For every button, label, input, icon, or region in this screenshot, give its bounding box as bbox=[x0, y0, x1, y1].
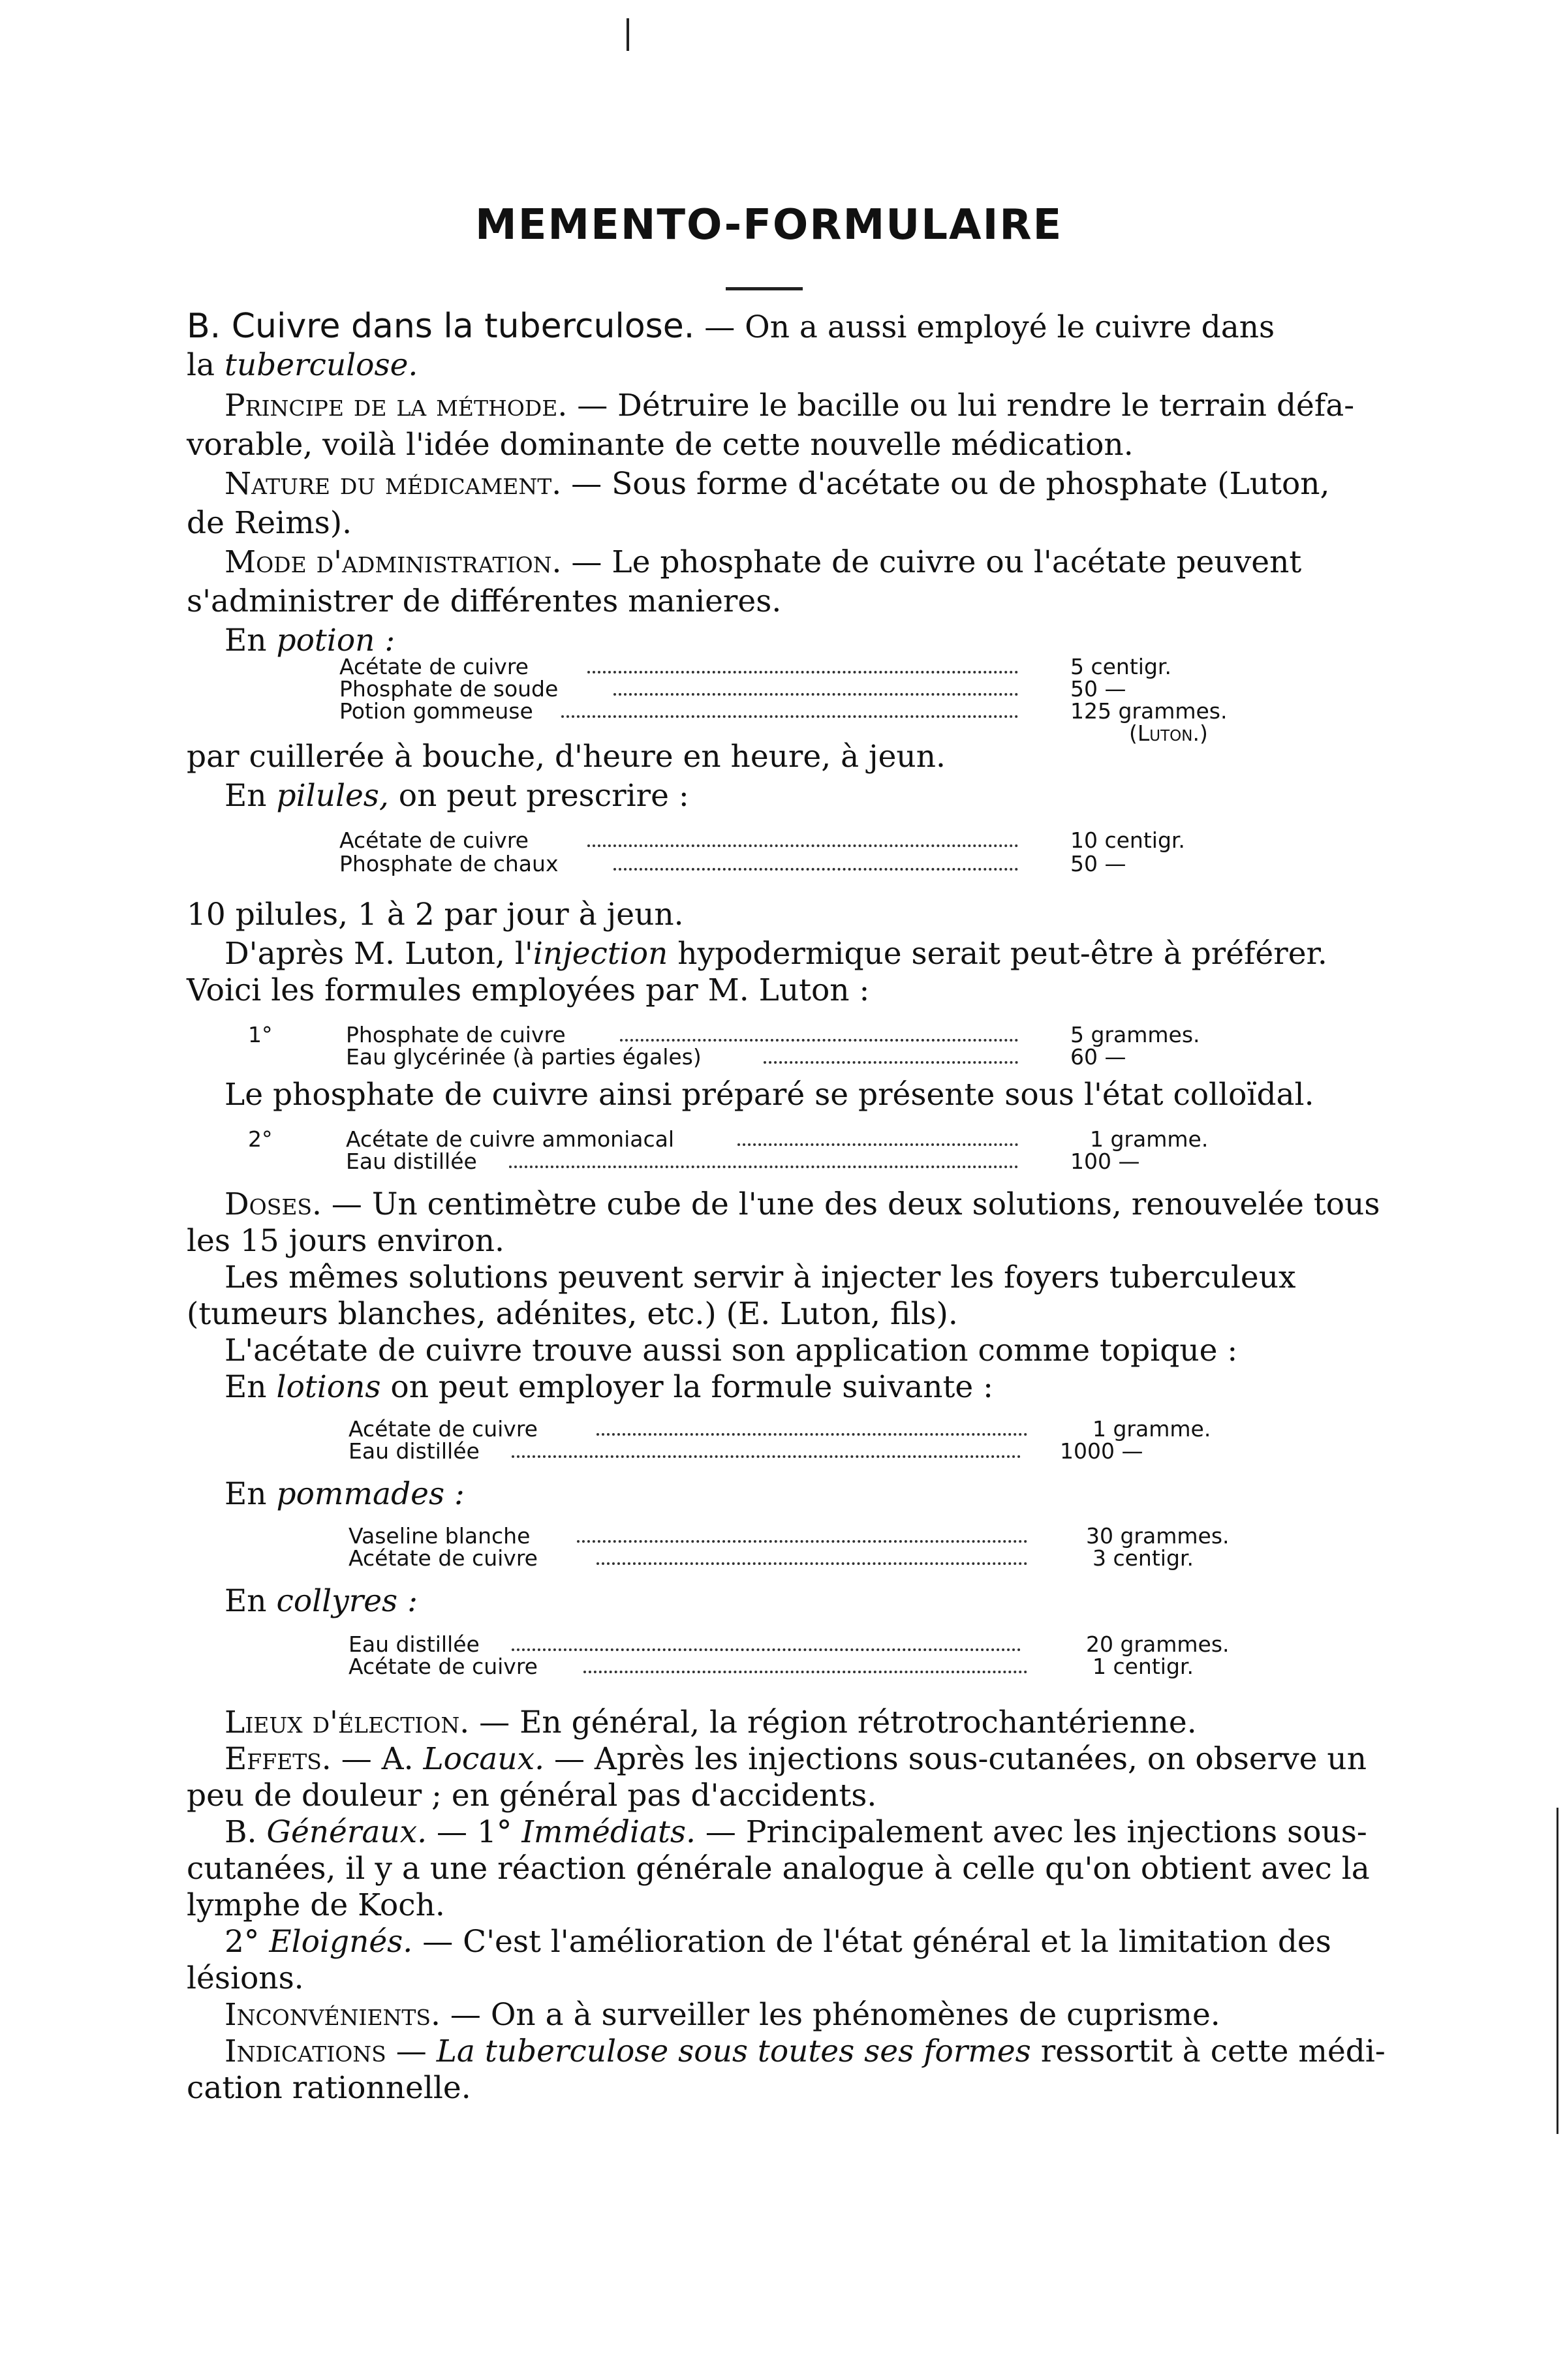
recipe-name: Acétate de cuivre bbox=[339, 827, 529, 853]
section-b-line-1 bbox=[187, 307, 1275, 347]
section-b-line2-em: tuberculose. bbox=[225, 347, 418, 383]
generaux-line-1 bbox=[225, 1813, 1367, 1852]
leader-dots bbox=[512, 1648, 1021, 1651]
indications-post: ressortit à cette médi- bbox=[1030, 2033, 1386, 2069]
pilules-item-1 bbox=[339, 827, 1214, 854]
mode-label: Mode d'administration. bbox=[225, 544, 562, 580]
nature-text-1: — Sous forme d'acétate ou de phosphate (Luton, bbox=[561, 466, 1330, 502]
nature-line-2: de Reims). bbox=[187, 505, 352, 541]
recipe-name: Acétate de cuivre bbox=[349, 1545, 538, 1571]
recipe-name: Eau distillée bbox=[346, 1149, 477, 1174]
luton-line1-post: hypodermique serait peut-être à préférer. bbox=[668, 936, 1327, 972]
recipe-name: Vaseline blanche bbox=[349, 1523, 531, 1549]
pommades-intro-em: pommades : bbox=[276, 1476, 465, 1512]
recipe-name: Acétate de cuivre ammoniacal bbox=[346, 1126, 675, 1152]
leader-dots bbox=[737, 1143, 1018, 1146]
effets-label: Effets. bbox=[225, 1741, 332, 1777]
effets-text1-pre: — A. bbox=[331, 1741, 424, 1777]
formula-2-item-2 bbox=[346, 1149, 1220, 1175]
pilules-intro-em: pilules, bbox=[276, 778, 389, 814]
eloignes-em: Eloignés. bbox=[269, 1924, 413, 1960]
doses-line-2: les 15 jours environ. bbox=[187, 1223, 504, 1259]
inconvenients-label: Inconvénients. bbox=[225, 1997, 441, 2033]
topique-line: L'acétate de cuivre trouve aussi son application comme topique : bbox=[225, 1333, 1238, 1368]
eloignes-post: — C'est l'amélioration de l'état général et la limitation des bbox=[412, 1924, 1331, 1960]
recipe-qty: 125 grammes. bbox=[1070, 698, 1228, 724]
generaux-pre: B. bbox=[225, 1814, 267, 1850]
recipe-qty: 1000 — bbox=[1060, 1438, 1143, 1464]
generaux-em2: Immédiats. bbox=[521, 1814, 696, 1850]
recipe-name: Phosphate de cuivre bbox=[346, 1022, 566, 1047]
pilules-intro-pre: En bbox=[225, 778, 277, 814]
luton-line-2: Voici les formules employées par M. Luton : bbox=[187, 972, 870, 1008]
recipe-name: Phosphate de chaux bbox=[339, 851, 559, 876]
generaux-em1: Généraux. bbox=[266, 1814, 427, 1850]
pilules-intro-post: on peut prescrire : bbox=[388, 778, 689, 814]
eloignes-line-1 bbox=[225, 1923, 1331, 1962]
generaux-line-2: cutanées, il y a une réaction générale analogue à celle qu'on obtient avec la bbox=[187, 1851, 1370, 1887]
eloignes-pre: 2° bbox=[225, 1924, 270, 1960]
mode-line-1 bbox=[225, 543, 1301, 582]
memes-line-2: (tumeurs blanches, adénites, etc.) (E. Luton, fils). bbox=[187, 1296, 958, 1332]
mode-text-1: — Le phosphate de cuivre ou l'acétate peuvent bbox=[561, 544, 1302, 580]
collyres-intro-em: collyres : bbox=[276, 1583, 418, 1619]
indications-line-1 bbox=[225, 2032, 1386, 2071]
indications-line-2: cation rationnelle. bbox=[187, 2070, 471, 2106]
lotions-item-2 bbox=[349, 1438, 1223, 1464]
recipe-qty: 1 gramme. bbox=[1092, 1416, 1211, 1442]
recipe-name: Acétate de cuivre bbox=[349, 1654, 538, 1679]
luton-line1-pre: D'après M. Luton, l' bbox=[225, 936, 533, 972]
leader-dots bbox=[613, 868, 1018, 871]
eloignes-line-2: lésions. bbox=[187, 1960, 304, 1996]
recipe-qty: 60 — bbox=[1070, 1044, 1126, 1070]
recipe-name: Eau distillée bbox=[349, 1438, 480, 1464]
section-b-line-2 bbox=[187, 346, 418, 385]
effets-text1-em: Locaux. bbox=[423, 1741, 545, 1777]
generaux-line-3: lymphe de Koch. bbox=[187, 1887, 445, 1923]
lieux-label: Lieux d'élection. bbox=[225, 1705, 470, 1740]
doses-label: Doses. bbox=[225, 1186, 322, 1222]
recipe-qty: 100 — bbox=[1070, 1149, 1140, 1174]
title-rule bbox=[726, 287, 803, 290]
doses-text-1: — Un centimètre cube de l'une des deux solutions, renouvelée tous bbox=[321, 1186, 1380, 1222]
lotions-intro-em: lotions bbox=[276, 1369, 381, 1405]
leader-dots bbox=[764, 1061, 1018, 1064]
recipe-qty: 30 grammes. bbox=[1086, 1523, 1230, 1549]
pommades-intro bbox=[225, 1475, 465, 1514]
recipe-qty: 50 — bbox=[1070, 676, 1126, 702]
leader-dots bbox=[597, 1433, 1027, 1436]
recipe-name: Eau glycérinée (à parties égales) bbox=[346, 1044, 702, 1070]
leader-dots bbox=[577, 1540, 1027, 1543]
section-b-text: — On a aussi employé le cuivre dans bbox=[694, 309, 1275, 345]
pilules-intro bbox=[225, 777, 689, 816]
formula-1-item-2 bbox=[346, 1044, 1220, 1070]
recipe-name: Phosphate de soude bbox=[339, 676, 559, 702]
recipe-qty: 3 centigr. bbox=[1092, 1545, 1194, 1571]
pilules-after: 10 pilules, 1 à 2 par jour à jeun. bbox=[187, 897, 684, 933]
effets-line-1 bbox=[225, 1740, 1367, 1779]
leader-dots bbox=[512, 1455, 1021, 1458]
lotions-intro bbox=[225, 1368, 993, 1407]
leader-dots bbox=[597, 1562, 1027, 1565]
principe-label: Principe de la méthode. bbox=[225, 388, 568, 424]
nature-label: Nature du médicament. bbox=[225, 466, 562, 502]
generaux-mid: — 1° bbox=[427, 1814, 522, 1850]
leader-dots bbox=[587, 844, 1018, 847]
recipe-name: Acétate de cuivre bbox=[349, 1416, 538, 1442]
principe-line-2: vorable, voilà l'idée dominante de cette nouvelle médication. bbox=[187, 427, 1134, 463]
potion-intro-em: potion : bbox=[276, 623, 395, 658]
leader-dots bbox=[613, 693, 1018, 696]
recipe-qty: 1 gramme. bbox=[1090, 1126, 1209, 1152]
potion-intro-pre: En bbox=[225, 623, 277, 658]
recipe-name: Potion gommeuse bbox=[339, 698, 533, 724]
colloid-text: Le phosphate de cuivre ainsi préparé se présente sous l'état colloïdal. bbox=[225, 1077, 1314, 1113]
leader-dots bbox=[583, 1671, 1027, 1673]
formula-2-number: 2° bbox=[248, 1126, 273, 1152]
formula-1-number: 1° bbox=[248, 1022, 273, 1047]
leader-dots bbox=[561, 715, 1018, 718]
recipe-qty: 50 — bbox=[1070, 851, 1126, 876]
section-b-line2-pre: la bbox=[187, 347, 225, 383]
indications-dash: — bbox=[386, 2033, 437, 2069]
potion-after: par cuillerée à bouche, d'heure en heure, à jeun. bbox=[187, 739, 946, 775]
indications-label: Indications bbox=[225, 2033, 386, 2069]
principe-line-1 bbox=[225, 386, 1354, 425]
recipe-name: Acétate de cuivre bbox=[339, 654, 529, 679]
recipe-qty: 5 grammes. bbox=[1070, 1022, 1200, 1047]
generaux-post: — Principalement avec les injections sous- bbox=[695, 1814, 1367, 1850]
collyres-intro bbox=[225, 1582, 418, 1621]
lotions-intro-pre: En bbox=[225, 1369, 277, 1405]
effets-text1-post: — Après les injections sous-cutanées, on observe un bbox=[544, 1741, 1367, 1777]
mode-line-2: s'administrer de différentes manieres. bbox=[187, 583, 782, 619]
nature-line-1 bbox=[225, 465, 1329, 504]
inconvenients-line bbox=[225, 1996, 1220, 2035]
potion-author: (Luton.) bbox=[1129, 720, 1208, 746]
recipe-qty: 10 centigr. bbox=[1070, 827, 1185, 853]
lieux-line bbox=[225, 1703, 1197, 1742]
effets-line-2: peu de douleur ; en général pas d'accidents. bbox=[187, 1778, 877, 1814]
collyres-intro-pre: En bbox=[225, 1583, 277, 1619]
leader-dots bbox=[509, 1166, 1018, 1168]
recipe-qty: 1 centigr. bbox=[1092, 1654, 1194, 1679]
pilules-item-2 bbox=[339, 851, 1214, 877]
section-b-heading: B. Cuivre dans la tuberculose. bbox=[187, 307, 695, 346]
pommades-intro-pre: En bbox=[225, 1476, 277, 1512]
top-scan-mark bbox=[627, 18, 629, 51]
page-title: MEMENTO-FORMULAIRE bbox=[475, 201, 1063, 249]
pommades-item-2 bbox=[349, 1545, 1223, 1571]
leader-dots bbox=[620, 1039, 1018, 1042]
memes-line-1: Les mêmes solutions peuvent servir à injecter les foyers tuberculeux bbox=[225, 1260, 1296, 1295]
luton-line-1 bbox=[225, 935, 1327, 974]
inconvenients-text: — On a à surveiller les phénomènes de cuprisme. bbox=[440, 1997, 1220, 2033]
doses-line-1 bbox=[225, 1185, 1380, 1224]
potion-item-3 bbox=[339, 698, 1228, 724]
recipe-qty: 5 centigr. bbox=[1070, 654, 1171, 679]
recipe-qty: 20 grammes. bbox=[1086, 1631, 1230, 1657]
recipe-name: Eau distillée bbox=[349, 1631, 480, 1657]
right-margin-line-2 bbox=[1557, 1928, 1558, 2124]
leader-dots bbox=[587, 671, 1018, 673]
lotions-intro-post: on peut employer la formule suivante : bbox=[380, 1369, 993, 1405]
collyres-item-2 bbox=[349, 1654, 1223, 1680]
lieux-text: — En général, la région rétrotrochantérienne. bbox=[469, 1705, 1197, 1740]
indications-em: La tuberculose sous toutes ses formes bbox=[436, 2033, 1031, 2069]
luton-line1-em: injection bbox=[533, 936, 668, 972]
principe-text-1: — Détruire le bacille ou lui rendre le terrain défa- bbox=[567, 388, 1355, 424]
